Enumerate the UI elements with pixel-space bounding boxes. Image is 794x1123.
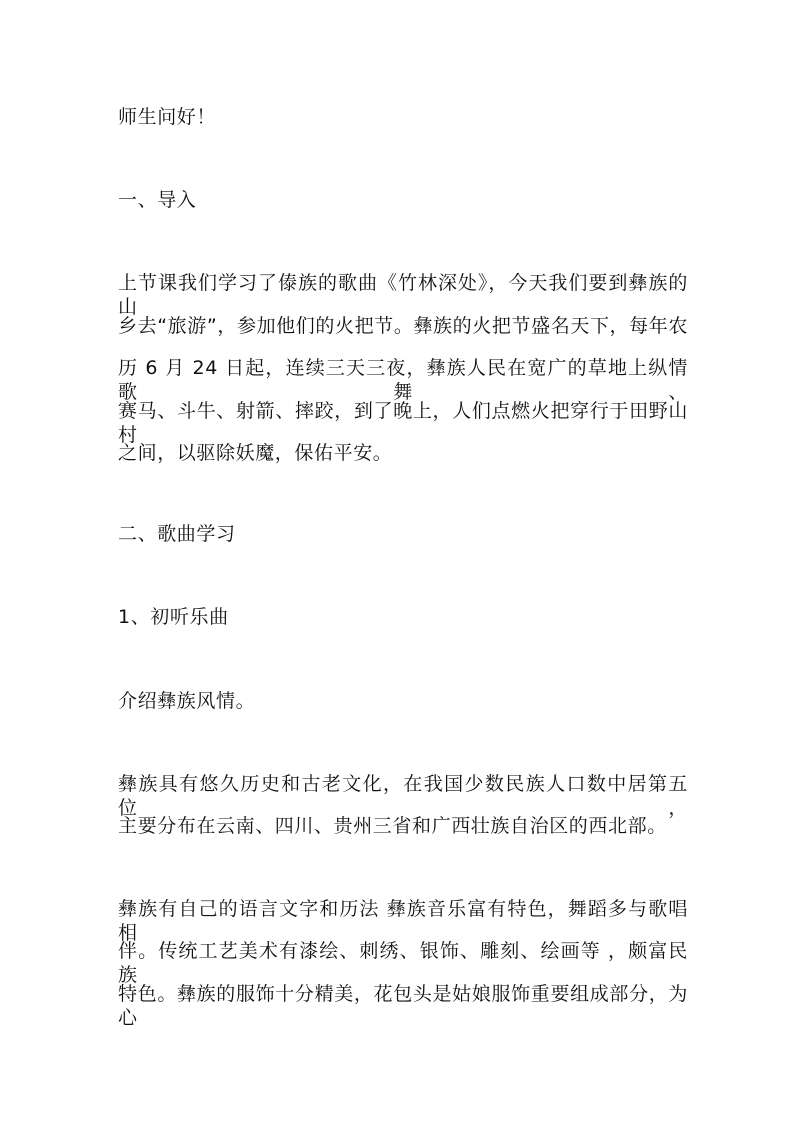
paragraph-line: 赛马、斗牛、射箭、摔跤，到了晚上，人们点燃火把穿行于田野山村 xyxy=(118,400,688,446)
section-heading-song-study: 二、歌曲学习 xyxy=(118,523,236,545)
greeting-text: 师生问好！ xyxy=(118,106,217,128)
paragraph-line: 主要分布在云南、四川、贵州三省和广西壮族自治区的西北部。 xyxy=(118,815,667,837)
paragraph-line: 彝族有自己的语言文字和历法 彝族音乐富有特色，舞蹈多与歌唱相 xyxy=(118,898,688,944)
section-heading-intro: 一、导入 xyxy=(118,189,197,211)
paragraph-line: 特色。彝族的服饰十分精美，花包头是姑娘服饰重要组成部分，为心 xyxy=(118,983,688,1029)
paragraph-line: 彝族具有悠久历史和古老文化，在我国少数民族人口数中居第五位， xyxy=(118,773,688,819)
paragraph-line: 乡去“旅游”，参加他们的火把节。彝族的火把节盛名天下，每年农 xyxy=(118,315,688,337)
paragraph-line: 介绍彝族风情。 xyxy=(118,690,256,712)
paragraph-line: 伴。传统工艺美术有漆绘、刺绣、银饰、雕刻、绘画等 ，颇富民族 xyxy=(118,940,688,986)
subsection-heading-first-listen: 1、初听乐曲 xyxy=(118,606,229,628)
paragraph-line: 历 6 月 24 日起，连续三天三夜，彝族人民在宽广的草地上纵情歌舞、 xyxy=(118,357,688,403)
paragraph-line: 上节课我们学习了傣族的歌曲《竹林深处》，今天我们要到彝族的山 xyxy=(118,272,688,318)
paragraph-line: 之间，以驱除妖魔，保佑平安。 xyxy=(118,442,393,464)
